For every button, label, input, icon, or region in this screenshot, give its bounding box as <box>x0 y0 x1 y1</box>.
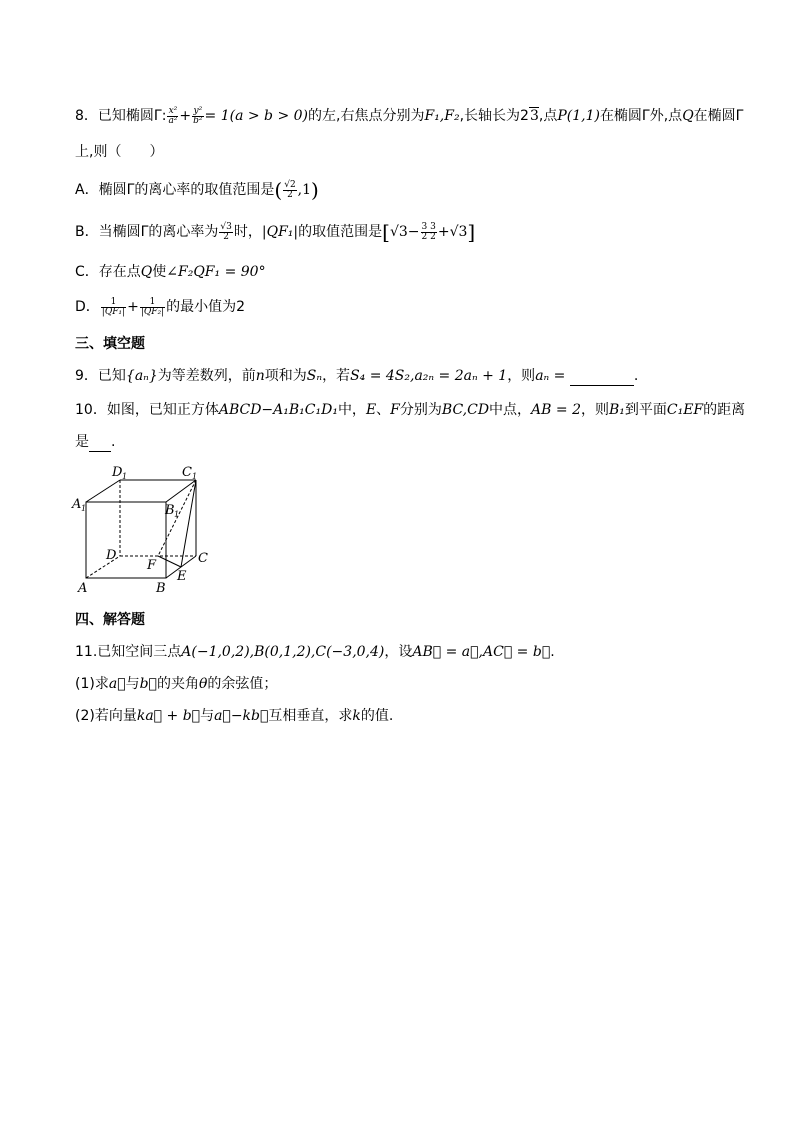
q8-stem-line2: 上,则（ ） <box>75 144 164 160</box>
ellipse-condition: = 1(a > b > 0) <box>204 108 309 124</box>
q8-option-c: C．存在点Q使∠F₂QF₁ = 90° <box>75 264 266 280</box>
q8-option-a: A．椭圆Γ的离心率的取值范围是( $\frac{√2}{2}$ ,1) <box>75 178 319 202</box>
q8-stem-line1: 8．已知椭圆Γ: $\frac{\text{x²}}{\text{a²}}$ + $\frac{\text{y²}}{\text{b²}}$ = 1(a > b > 0)的左,右焦点分别为F₁,F₂,长轴长为23,点P(1,1)在椭圆Γ外,点Q在椭圆Γ <box>75 105 744 126</box>
q8-text: 8．已知椭圆Γ: <box>75 108 167 124</box>
angle-expression: ∠F₂QF₁ = 90° <box>166 264 266 280</box>
q9-condition: S₄ = 4S₂,a₂ₙ = 2aₙ + 1 <box>350 368 508 384</box>
q11-stem: 11.已知空间三点A(−1,0,2),B(0,1,2),C(−3,0,4)，设AB⃗ = a⃗,AC⃗ = b⃗. <box>75 644 555 660</box>
label-e: E <box>177 569 187 584</box>
cube-figure <box>68 462 218 594</box>
label-b: B <box>156 581 166 594</box>
q10-stem-line1: 10．如图，已知正方体ABCD−A₁B₁C₁D₁中，E、F分别为BC,CD中点，AB = 2，则B₁到平面C₁EF的距离 <box>75 402 746 418</box>
q10-answer-blank[interactable] <box>89 451 111 452</box>
fraction-y2-b2: $\frac{\text{y²}}{\text{b²}}$ <box>193 105 203 126</box>
label-a: A <box>78 581 88 594</box>
label-f: F <box>147 558 157 573</box>
section-heading-fill-blank: 三、填空题 <box>75 336 145 352</box>
fraction-x2-a2: $\frac{\text{x²}}{\text{a²}}$ <box>168 105 178 126</box>
segment-fe <box>158 556 181 567</box>
svg-text:1: 1 <box>122 472 128 481</box>
label-c1: C <box>182 465 192 480</box>
svg-text:1: 1 <box>192 472 198 481</box>
q11-subquestion-2: (2)若向量ka⃗ + b⃗与a⃗−kb⃗互相垂直，求k的值. <box>75 708 394 724</box>
q10-stem-line2: 是 . <box>75 434 116 450</box>
label-d1: D <box>112 465 123 480</box>
q8-option-b: B．当椭圆Γ的离心率为 $\frac{√3}{2}$ 时，|QF₁|的取值范围是[√3− $\frac{3 3}{2 2}$ +√3] <box>75 220 476 244</box>
section-heading-solution: 四、解答题 <box>75 612 145 628</box>
svg-text:1: 1 <box>81 504 87 513</box>
q9-answer-blank[interactable] <box>570 385 634 386</box>
q8-option-d: D． $\frac{1}{\text{|QF₁|}}$ + $\frac{1}{\text{|QF₂|}}$ 的最小值为2 <box>75 296 246 317</box>
q11-subquestion-1: (1)求a⃗与b⃗的夹角θ的余弦值； <box>75 676 278 692</box>
q9-stem: 9．已知{aₙ}为等差数列，前n项和为Sₙ，若S₄ = 4S₂,a₂ₙ = 2aₙ + 1，则aₙ = . <box>75 368 639 384</box>
label-a1: A <box>72 497 82 512</box>
sqrt-3: 3 <box>529 108 539 124</box>
label-b1: B <box>165 503 175 518</box>
label-c: C <box>198 551 208 566</box>
label-d: D <box>106 548 117 563</box>
point-p: P(1,1) <box>557 108 600 124</box>
svg-text:1: 1 <box>174 510 180 519</box>
foci: F₁,F₂ <box>424 108 460 124</box>
segment-c1e <box>181 480 196 567</box>
